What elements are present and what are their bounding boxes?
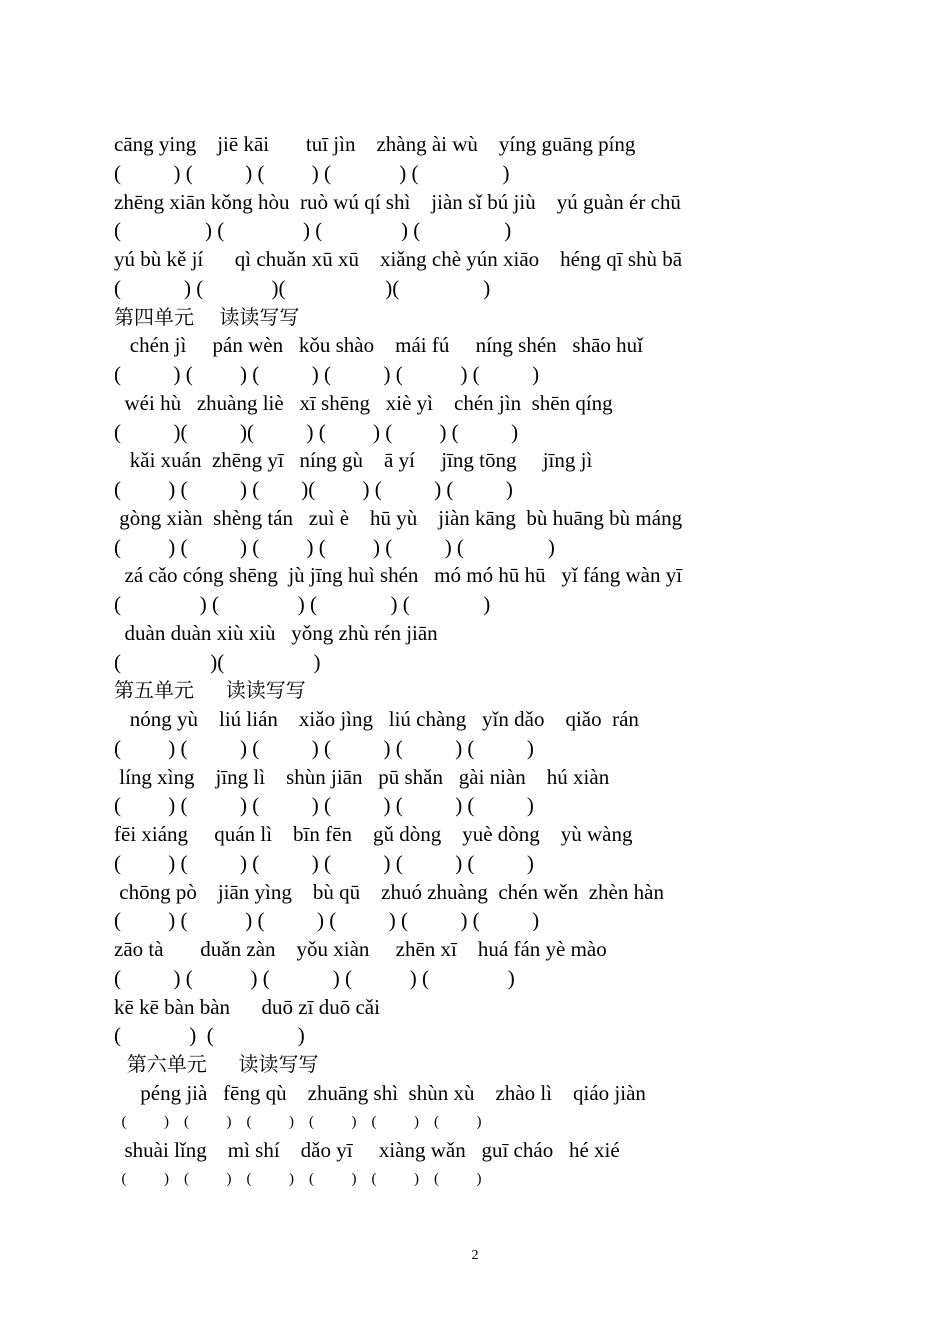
answer-blank-line: ( ) ( ) ( ) ( ) ( ) ( ) [114, 362, 540, 386]
answer-blank-line: ( ) ( ) ( ) ( ) [114, 218, 512, 243]
answer-blank-line: ( ) ( ) ( ) ( ) ( ) ( ) [114, 1171, 482, 1187]
pinyin-line: gòng xiàn shèng tán zuì è hū yù jiàn kāng bù huāng bù máng [114, 505, 683, 530]
pinyin-line: nóng yù liú lián xiǎo jìng liú chàng yǐn dǎo qiǎo rán [114, 707, 639, 731]
page-number: 2 [471, 1248, 479, 1263]
section-heading: 第六单元 读读写写 [114, 1052, 319, 1076]
answer-blank-line: ( ) ( ) ( ) ( ) ( ) ( ) [114, 850, 534, 875]
answer-blank-line: ( ) ( ) ( ) ( ) ( ) ( ) [114, 793, 534, 818]
pinyin-line: duàn duàn xiù xiù yǒng zhù rén jiān [114, 620, 438, 645]
answer-blank-line: ( ) ( ) [114, 1023, 305, 1048]
pinyin-line: fēi xiáng quán lì bīn fēn gǔ dòng yuè dòng yù wàng [114, 822, 633, 846]
answer-blank-line: ( )( )( ) ( ) ( ) ( ) [114, 419, 519, 444]
answer-blank-line: ( ) ( )( )( ) [114, 275, 491, 300]
pinyin-line: wéi hù zhuàng liè xī shēng xiè yì chén jìn shēn qíng [114, 390, 613, 415]
pinyin-line: chōng pò jiān yìng bù qū zhuó zhuàng chén wěn zhèn hàn [114, 879, 664, 904]
answer-blank-line: ( ) ( ) ( ) ( ) ( ) [114, 965, 515, 990]
section-heading: 第五单元 读读写写 [114, 678, 306, 703]
pinyin-line: zāo tà duǎn zàn yǒu xiàn zhēn xī huá fán yè mào [114, 937, 607, 961]
pinyin-line: kǎi xuán zhēng yī níng gù ā yí jīng tōng jīng jì [114, 448, 593, 473]
answer-blank-line: ( )( ) [114, 649, 321, 674]
pinyin-line: kē kē bàn bàn duō zī duō cǎi [114, 994, 380, 1019]
section-heading: 第四单元 读读写写 [114, 304, 300, 329]
pinyin-line: yú bù kě jí qì chuǎn xū xū xiǎng chè yún xiāo héng qī shù bā [114, 247, 683, 271]
pinyin-line: cāng ying jiē kāi tuī jìn zhàng ài wù yíng guāng píng [114, 132, 636, 156]
pinyin-line: zá cǎo cóng shēng jù jīng huì shén mó mó hū hū yǐ fáng wàn yī [114, 563, 683, 588]
answer-blank-line: ( ) ( ) ( ) ( ) ( ) ( ) [114, 1113, 482, 1130]
pinyin-line: chén jì pán wèn kǒu shào mái fú níng shén shāo huǐ [114, 333, 643, 358]
pinyin-line: líng xìng jīng lì shùn jiān pū shǎn gài niàn hú xiàn [114, 764, 610, 789]
pinyin-line: shuài lǐng mì shí dǎo yī xiàng wǎn guī cháo hé xié [114, 1138, 620, 1163]
answer-blank-line: ( ) ( ) ( )( ) ( ) ( ) [114, 477, 513, 501]
pinyin-line: péng jià fēng qù zhuāng shì shùn xù zhào lì qiáo jiàn [114, 1080, 646, 1105]
answer-blank-line: ( ) ( ) ( ) ( ) [114, 592, 491, 616]
answer-blank-line: ( ) ( ) ( ) ( ) ( ) ( ) [114, 735, 534, 760]
answer-blank-line: ( ) ( ) ( ) ( ) ( ) ( ) [114, 908, 540, 933]
answer-blank-line: ( ) ( ) ( ) ( ) ( ) [114, 160, 510, 185]
answer-blank-line: ( ) ( ) ( ) ( ) ( ) ( ) [114, 534, 555, 559]
pinyin-line: zhēng xiān kǒng hòu ruò wú qí shì jiàn sǐ bú jiù yú guàn ér chū [114, 189, 681, 214]
